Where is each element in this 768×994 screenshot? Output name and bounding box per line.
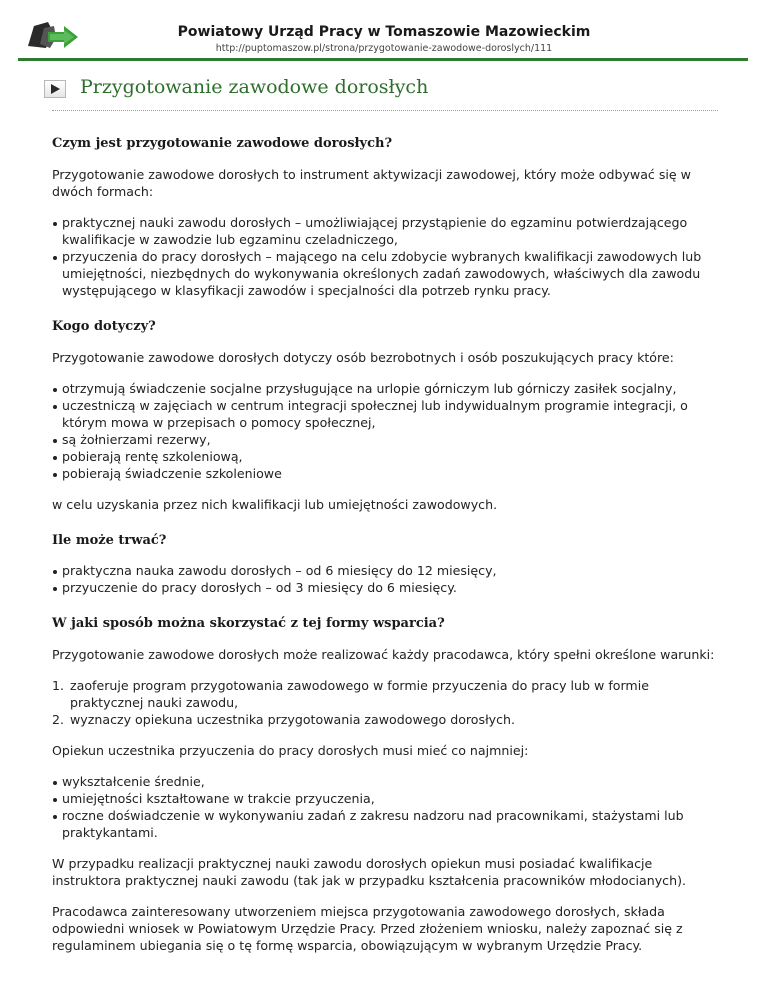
list-item: pobierają świadczenie szkoleniowe [62, 465, 722, 482]
section-heading: W jaki sposób można skorzystać z tej formy wsparcia? [52, 616, 445, 631]
list-item: uczestniczą w zajęciach w centrum integracji społecznej lub indywidualnym programie integracji, o którym mowa w przepisach o pomocy społecznej, [62, 397, 722, 431]
bullet-list [52, 562, 722, 596]
site-title: Powiatowy Urząd Pracy w Tomaszowie Mazowieckim [177, 24, 591, 40]
paragraph: Opiekun uczestnika przyuczenia do pracy dorosłych musi mieć co najmniej: [52, 743, 529, 758]
title-divider [52, 110, 718, 111]
list-item [52, 677, 722, 711]
article-content [52, 135, 722, 954]
play-arrow-icon [44, 80, 66, 98]
list-item: praktyczna nauka zawodu dorosłych – od 6 miesięcy do 12 miesięcy, [62, 562, 722, 579]
paragraph: Pracodawca zainteresowany utworzeniem miejsca przygotowania zawodowego dorosłych, składa odpowiedni wniosek w Powiatowym Urzędzie Pracy. Przed złożeniem wniosku, należy zapoznać się z regulaminem ubiegania się o tę formę wsparcia, obowiązującym w wybranym Urzędzie Pracy. [52, 904, 683, 953]
list-item: przyuczenia do pracy dorosłych – mającego na celu zdobycie wybranych kwalifikacji zawodowych lub umiejętności, niezbędnych do wykonywania określonych zadań zawodowych, właściwych dla zawodu występującego w klasyfikacji zawodów i specjalności dla potrzeb rynku pracy. [62, 248, 722, 299]
paragraph: W przypadku realizacji praktycznej nauki zawodu dorosłych opiekun musi posiadać kwalifikacje instruktora praktycznej nauki zawodu (tak jak w przypadku kształcenia pracowników młodocianych). [52, 856, 686, 888]
page-header [0, 0, 768, 60]
list-item: otrzymują świadczenie socjalne przysługujące na urlopie górniczym lub górniczy zasiłek socjalny, [62, 380, 722, 397]
list-number: 2. [52, 712, 65, 727]
bullet-list [52, 773, 722, 841]
list-item: wykształcenie średnie, [62, 773, 722, 790]
list-item: umiejętności kształtowane w trakcie przyuczenia, [62, 790, 722, 807]
page-url: http://puptomaszow.pl/strona/przygotowanie-zawodowe-doroslych/111 [215, 43, 553, 54]
list-item-text: zaoferuje program przygotowania zawodowego w formie przyuczenia do pracy lub w formie praktycznej nauki zawodu, [70, 678, 649, 710]
section-heading: Czym jest przygotowanie zawodowe dorosłych? [52, 136, 393, 151]
list-item: roczne doświadczenie w wykonywaniu zadań z zakresu nadzoru nad pracownikami, stażystami lub praktykantami. [62, 807, 722, 841]
list-item: pobierają rentę szkoleniową, [62, 448, 722, 465]
list-item: praktycznej nauki zawodu dorosłych – umożliwiającej przystąpienie do egzaminu potwierdzającego kwalifikacje w zawodzie lub egzaminu czeladniczego, [62, 214, 722, 248]
paragraph: Przygotowanie zawodowe dorosłych dotyczy osób bezrobotnych i osób poszukujących pracy które: [52, 350, 674, 365]
list-item-text: wyznaczy opiekuna uczestnika przygotowania zawodowego dorosłych. [70, 712, 516, 727]
bullet-list [52, 380, 722, 482]
list-number: 1. [52, 678, 65, 693]
section-heading: Ile może trwać? [52, 533, 167, 548]
section-heading: Kogo dotyczy? [52, 319, 156, 334]
title-row [44, 76, 724, 106]
numbered-list [52, 677, 722, 728]
page-title: Przygotowanie zawodowe dorosłych [80, 76, 429, 98]
paragraph: Przygotowanie zawodowe dorosłych to instrument aktywizacji zawodowej, który może odbywać się w dwóch formach: [52, 167, 691, 199]
list-item [52, 711, 722, 728]
list-item: są żołnierzami rezerwy, [62, 431, 722, 448]
header-divider [18, 58, 748, 61]
paragraph: Przygotowanie zawodowe dorosłych może realizować każdy pracodawca, który spełni określone warunki: [52, 647, 715, 662]
list-item: przyuczenie do pracy dorosłych – od 3 miesięcy do 6 miesięcy. [62, 579, 722, 596]
paragraph: w celu uzyskania przez nich kwalifikacji lub umiejętności zawodowych. [52, 497, 498, 512]
bullet-list [52, 214, 722, 299]
